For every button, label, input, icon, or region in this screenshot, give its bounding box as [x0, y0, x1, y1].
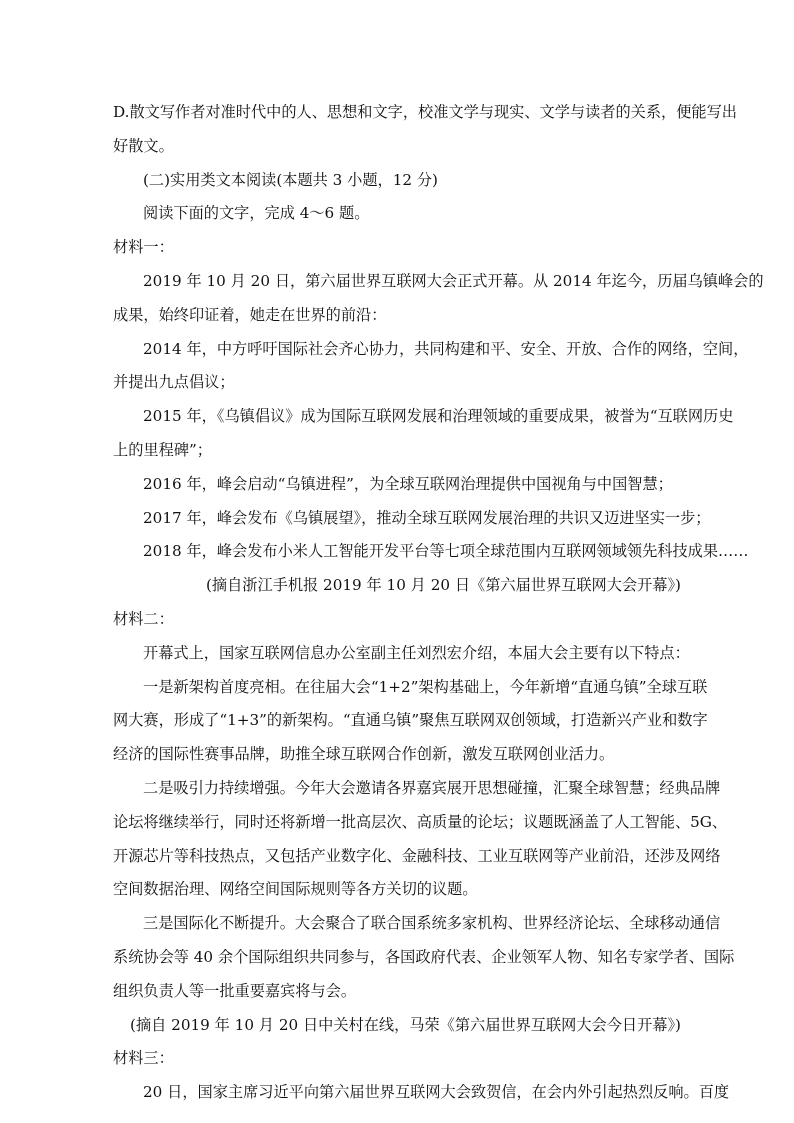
- text-line: 论坛将继续举行，同时还将新增一批高层次、高质量的论坛；议题既涵盖了人工智能、5G、: [113, 812, 728, 831]
- text-line: 2018 年，峰会发布小米人工智能开发平台等七项全球范围内互联网领域领先科技成果……: [143, 542, 749, 561]
- text-line: 材料一：: [113, 238, 174, 257]
- text-line: 组织负责人等一批重要嘉宾将与会。: [113, 981, 356, 1000]
- text-line: 开源芯片等科技热点，又包括产业数字化、金融科技、工业互联网等产业前沿，还涉及网络: [113, 846, 721, 865]
- text-line: 空间数据治理、网络空间国际规则等各方关切的议题。: [113, 880, 478, 899]
- text-line: 材料三：: [113, 1049, 174, 1068]
- text-line: 上的里程碑”；: [113, 440, 212, 459]
- text-line: (二)实用类文本阅读(本题共 3 小题，12 分): [143, 170, 438, 189]
- text-line: 三是国际化不断提升。大会聚合了联合国系统多家机构、世界经济论坛、全球移动通信: [143, 914, 721, 933]
- document-body: [113, 96, 764, 1110]
- text-line: 一是新架构首度亮相。在往届大会“1+2”架构基础上，今年新增“直通乌镇”全球互联: [143, 677, 708, 696]
- text-line: 2019 年 10 月 20 日，第六届世界互联网大会正式开幕。从 2014 年迄今，历届乌镇峰会的: [143, 271, 764, 290]
- text-line: 材料二：: [113, 609, 174, 628]
- text-line: 经济的国际性赛事品牌，助推全球互联网合作创新，激发互联网创业活力。: [113, 745, 615, 764]
- text-line: 2016 年，峰会启动“乌镇进程”，为全球互联网治理提供中国视角与中国智慧；: [143, 474, 673, 493]
- text-line: 20 日，国家主席习近平向第六届世界互联网大会致贺信，在会内外引起热烈反响。百度: [143, 1083, 730, 1102]
- text-line: 并提出九点倡议；: [113, 373, 235, 392]
- text-line: 好散文。: [113, 136, 174, 155]
- text-line: 二是吸引力持续增强。今年大会邀请各界嘉宾展开思想碰撞，汇聚全球智慧；经典品牌: [143, 778, 721, 797]
- text-line: 2015 年，《乌镇倡议》成为国际互联网发展和治理领域的重要成果，被誉为“互联网历史: [143, 407, 734, 426]
- text-line: D.散文写作者对准时代中的人、思想和文字，校准文学与现实、文学与读者的关系，便能写出: [113, 103, 737, 121]
- text-line: 系统协会等 40 余个国际组织共同参与，各国政府代表、企业领军人物、知名专家学者、国际: [113, 947, 735, 966]
- text-line: 2017 年，峰会发布《乌镇展望》，推动全球互联网发展治理的共识又迈进坚实一步；: [143, 508, 711, 527]
- text-line: 2014 年，中方呼吁国际社会齐心协力，共同构建和平、安全、开放、合作的网络，空间，: [143, 339, 749, 358]
- source-citation: (摘自浙江手机报 2019 年 10 月 20 日《第六届世界互联网大会开幕》): [205, 576, 681, 595]
- source-citation: (摘自 2019 年 10 月 20 日中关村在线，马荣《第六届世界互联网大会今日开幕》): [130, 1015, 681, 1034]
- text-line: 网大赛，形成了“1+3”的新架构。“直通乌镇”聚焦互联网双创领域，打造新兴产业和数字: [113, 711, 708, 730]
- text-line: 开幕式上，国家互联网信息办公室副主任刘烈宏介绍，本届大会主要有以下特点：: [143, 643, 690, 662]
- text-line: 阅读下面的文字，完成 4～6 题。: [143, 204, 370, 223]
- text-line: 成果，始终印证着，她走在世界的前沿：: [113, 305, 387, 324]
